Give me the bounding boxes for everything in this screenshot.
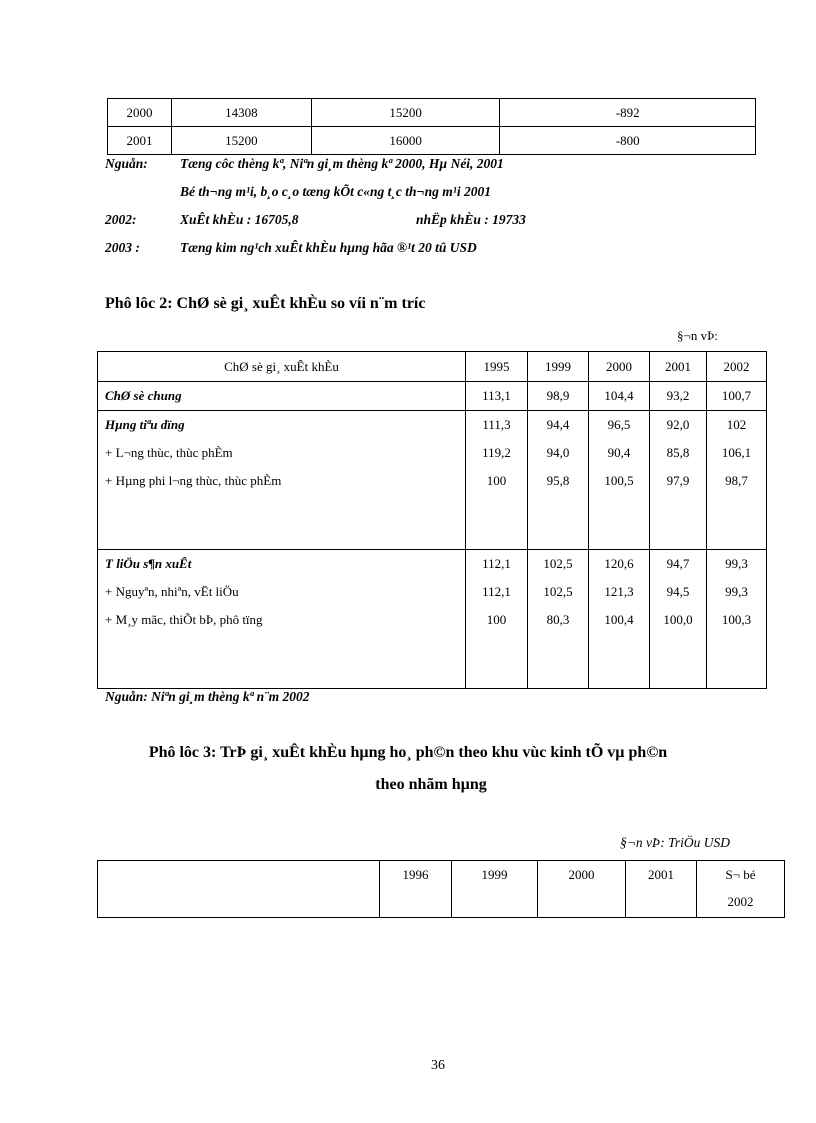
table-cell: 2001 xyxy=(108,127,172,155)
table-row xyxy=(108,99,756,127)
header-prelim-label: S¬ bé xyxy=(725,867,756,882)
consumer-goods-cell xyxy=(98,411,466,550)
appendix-2-unit: §¬n vÞ: xyxy=(677,328,718,343)
appendix-3-unit: §¬n vÞ: TriÖu USD xyxy=(620,835,730,850)
consumer-goods-label: Hµng tiªu dïng xyxy=(105,417,185,432)
export-price-index-table xyxy=(97,351,767,689)
source-line-1: Tæng côc thèng kª, Niªn gi¸m thèng kª 2000, Hµ Néi, 2001 xyxy=(180,156,504,171)
table-row xyxy=(98,382,767,411)
value: 97,9 xyxy=(666,473,690,488)
header-year: 1996 xyxy=(380,861,452,918)
value: 106,1 xyxy=(721,445,752,460)
header-year: 2002 xyxy=(707,352,767,382)
table-cell: 113,1 xyxy=(466,382,528,411)
year-2002-label: 2002: xyxy=(105,212,137,227)
table-cell: 16000 xyxy=(311,127,500,155)
production-sub-label: + Nguyªn, nhiªn, vËt liÖu xyxy=(105,584,239,599)
header-year: 2000 xyxy=(589,352,650,382)
export-value-table xyxy=(97,860,785,918)
page-number: 36 xyxy=(431,1058,445,1073)
year-2002-export: XuÊt khÈu : 16705,8 xyxy=(180,212,299,227)
table-cell xyxy=(707,550,767,689)
value: 112,1 xyxy=(482,556,511,571)
table-cell: -800 xyxy=(500,127,756,155)
table-cell xyxy=(650,411,707,550)
table-row-group xyxy=(98,550,767,689)
table-cell xyxy=(528,550,589,689)
table-cell xyxy=(589,550,650,689)
value: 85,8 xyxy=(666,445,690,460)
value: 90,4 xyxy=(607,445,631,460)
value: 111,3 xyxy=(482,417,511,432)
table-cell xyxy=(707,411,767,550)
value: 80,3 xyxy=(546,612,570,627)
value: 120,6 xyxy=(604,556,634,571)
trade-table-continued xyxy=(107,98,756,155)
table-cell: 14308 xyxy=(171,99,311,127)
header-empty-cell xyxy=(98,861,380,918)
table-cell xyxy=(466,550,528,689)
table-cell xyxy=(466,411,528,550)
value: 99,3 xyxy=(725,556,748,571)
value: 100 xyxy=(486,612,507,627)
value: 100,4 xyxy=(604,612,634,627)
value: 98,7 xyxy=(725,473,748,488)
value: 100 xyxy=(486,473,507,488)
header-label: ChØ sè gi¸ xuÊt khÈu xyxy=(98,352,466,382)
table-cell: 15200 xyxy=(311,99,500,127)
table-cell: 98,9 xyxy=(528,382,589,411)
year-2002-import: nhËp khÈu : 19733 xyxy=(416,212,526,227)
value: 99,3 xyxy=(725,584,748,599)
consumer-sub-label: + L¬ng thùc, thùc phÈm xyxy=(105,445,233,460)
value: 100,0 xyxy=(663,612,693,627)
table-cell: 100,7 xyxy=(707,382,767,411)
value: 121,3 xyxy=(604,584,634,599)
table-cell: 93,2 xyxy=(650,382,707,411)
consumer-sub-label: + Hµng phi l¬ng thùc, thùc phÈm xyxy=(105,473,282,488)
value: 102,5 xyxy=(543,584,573,599)
header-year: 1995 xyxy=(466,352,528,382)
table-cell xyxy=(589,411,650,550)
table-cell: -892 xyxy=(500,99,756,127)
table-cell xyxy=(528,411,589,550)
source-label: Nguån: xyxy=(105,156,148,171)
value: 92,0 xyxy=(666,417,690,432)
header-year: 2000 xyxy=(538,861,626,918)
appendix-2-source: Nguån: Niªn gi¸m thèng kª n¨m 2002 xyxy=(105,689,310,704)
value: 95,8 xyxy=(546,473,570,488)
table-header-row xyxy=(98,861,785,918)
value: 119,2 xyxy=(482,445,511,460)
value: 94,5 xyxy=(666,584,690,599)
production-sub-label: + M¸y mãc, thiÕt bÞ, phô tïng xyxy=(105,612,263,627)
value: 94,0 xyxy=(546,445,570,460)
table-cell xyxy=(650,550,707,689)
value: 94,4 xyxy=(546,417,570,432)
value: 96,5 xyxy=(607,417,631,432)
header-year: 1999 xyxy=(452,861,538,918)
value: 100,3 xyxy=(721,612,752,627)
appendix-3-title-line-1: Phô lôc 3: TrÞ gi¸ xuÊt khÈu hµng ho¸ ph©n theo khu vùc kinh tÕ vµ ph©n xyxy=(148,744,668,761)
header-prelim-year: 2002 xyxy=(727,894,754,909)
value: 102 xyxy=(726,417,747,432)
value: 100,5 xyxy=(604,473,634,488)
table-cell: 15200 xyxy=(171,127,311,155)
table-row xyxy=(108,127,756,155)
table-cell: 104,4 xyxy=(589,382,650,411)
table-header-row xyxy=(98,352,767,382)
general-index-label: ChØ sè chung xyxy=(98,382,466,411)
year-2003-label: 2003 : xyxy=(105,240,140,255)
year-2003-text: Tæng kim ng¹ch xuÊt khÈu hµng hãa ®¹t 20 tû USD xyxy=(180,240,477,255)
table-row-group xyxy=(98,411,767,550)
production-goods-cell xyxy=(98,550,466,689)
header-year: 2001 xyxy=(626,861,697,918)
value: 112,1 xyxy=(482,584,511,599)
source-line-2: Bé th¬ng m¹i, b¸o c¸o tæng kÕt c«ng t¸c th¬ng m¹i 2001 xyxy=(180,184,491,199)
appendix-3-title-line-2: theo nhãm hµng xyxy=(375,776,487,793)
table-cell: 2000 xyxy=(108,99,172,127)
header-year: 1999 xyxy=(528,352,589,382)
header-year: 2001 xyxy=(650,352,707,382)
header-prelim-2002 xyxy=(697,861,785,918)
appendix-2-title: Phô lôc 2: ChØ sè gi¸ xuÊt khÈu so víi n¨m tríc xyxy=(105,295,426,312)
value: 102,5 xyxy=(543,556,573,571)
production-goods-label: T liÖu s¶n xuÊt xyxy=(105,556,192,571)
value: 94,7 xyxy=(666,556,690,571)
